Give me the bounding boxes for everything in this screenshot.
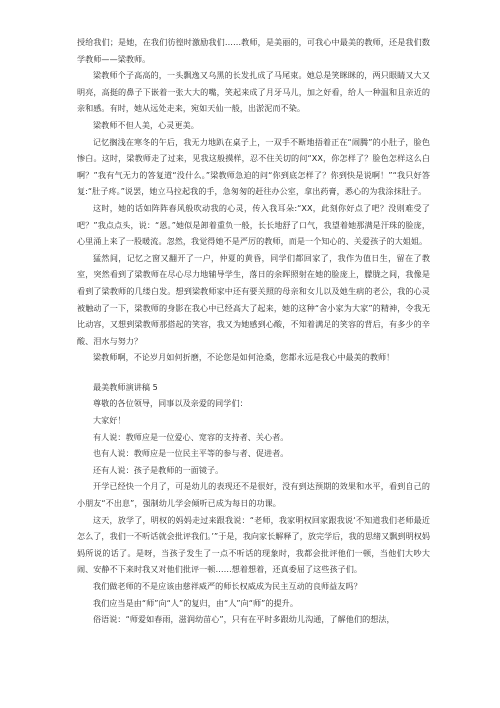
- paragraph-10: 我们做老师的不是应该由慈祥威严的师长权威成为民主互动的良师益友吗？: [93, 581, 362, 591]
- paragraph-quote-3: 还有人说：孩子是教师的一面镜子。: [93, 464, 224, 475]
- greeting: 大家好！: [93, 415, 126, 426]
- paragraph-quote-1: 有人说：教师应是一位爱心、宽容的支持者、关心者。: [93, 431, 289, 442]
- section-title: 最美教师演讲稿 5: [93, 381, 158, 392]
- paragraph-1: 授给我们；是她，在我们彷徨时激励我们……教师，是美丽的，可我心中最美的教师，还是我们数学教师——梁教师。: [77, 37, 430, 64]
- paragraph-5: 这时，她的话如阵阵春风般吹动我的心灵，传入我耳朵:“XX，此刻你好点了吧？没则难受了吧？”我点点头，说：“恩。”她似是卸着重负一般，长长地舒了口气，我望着她那满是汗珠的脸庞，心里涌上来了一股暖流。忽然，我觉得她不是严厉的教师，而是一个知心的、关爱孩子的大姐姐。: [77, 202, 430, 247]
- paragraph-9: 这天，放学了，明权的妈妈走过来跟我说：“老师，我家明权回家跟我说‘不知道我们老师最近怎么了，我们一不听话就会批评我们。’”于是，我向家长解释了，放完学后，我的思绪又飘到明权妈妈所说的话了。是呀，当孩子发生了一点不听话的现象时，我都会批评他们一顿，当他们大吵大闹、安静不下来时我又对他们批评一顿……想着想着，还真委屈了这些孩子们。: [77, 514, 431, 575]
- salutation: 尊敬的各位领导，同事以及亲爱的同学们：: [93, 398, 248, 409]
- paragraph-4: 记忆搁浅在寒冬的午后，我无力地趴在桌子上，一双手不断地捂着正在“闹腾”的小肚子，脸色惨白。这时，梁教师走了过来，见我这般摸样，忍不住关切的问“XX，你怎样了？脸色怎样这么白啊？”我有气无力的答复道“没什么。”梁教师急迫的问“你到底怎样了？你到快是说啊！”“我只好答复:“肚子疼。”说罢，她立马拉起我的手，急匆匆的赶往办公室，拿出药膏，悉心的为我涂抹肚子。: [77, 136, 430, 197]
- paragraph-6: 猛然间，记忆之窗又翻开了一户，仲夏的黄昏，同学们都回家了，我作为值日生，留在了教室，突然看到了梁教师在尽心尽力地辅导学生，落日的余晖照射在她的脸庞上，朦胧之间，我像是看到了梁教师的几缕白发。想到梁教师家中还有要关照的母亲和女儿以及她生病的老公，我的心灵被触动了一下，梁教师的身影在我心中已经高大了起来，她的这种“舍小家为大家”的精神，令我无比动容，又想到梁教师那搭起的笑容，我又为她感到心酸，不知着满足的笑容的背后，有多少的辛酸、泪水与努力？: [77, 252, 430, 346]
- paragraph-2: 梁教师个子高高的，一头飘逸又乌黑的长发扎成了马尾束。她总是笑眯眯的，两只眼睛又大又明亮，高挺的鼻子下嵌着一张大大的嘴，笑起来成了月牙马儿，加之好看，给人一种温和且亲近的亲和感。有时，她从远处走来，宛如天仙一般，出淤泥而不染。: [77, 70, 430, 114]
- paragraph-3: 梁教师不但人美，心灵更美。: [93, 119, 199, 130]
- paragraph-7: 梁教师啊，不论岁月如何折磨，不论您是如何沧桑，您都永远是我心中最美的教师！: [93, 352, 395, 363]
- paragraph-8: 开学已经快一个月了，可是幼儿的表现还不是很好，没有到达预期的效果和水平，看到自己的小朋友“不出息”，强制幼儿学会倾听已成为每日的功课。: [77, 481, 430, 509]
- paragraph-11: 我们应当是由“师”向“人”的复归，由“人”向“师”的提升。: [93, 597, 298, 608]
- paragraph-12: 俗语说：“师爱如春雨，滋润幼苗心”，只有在平时多跟幼儿沟通，了解他们的想法，: [93, 614, 395, 625]
- paragraph-quote-2: 也有人说：教师应是一位民主平等的参与者、促进者。: [93, 448, 289, 459]
